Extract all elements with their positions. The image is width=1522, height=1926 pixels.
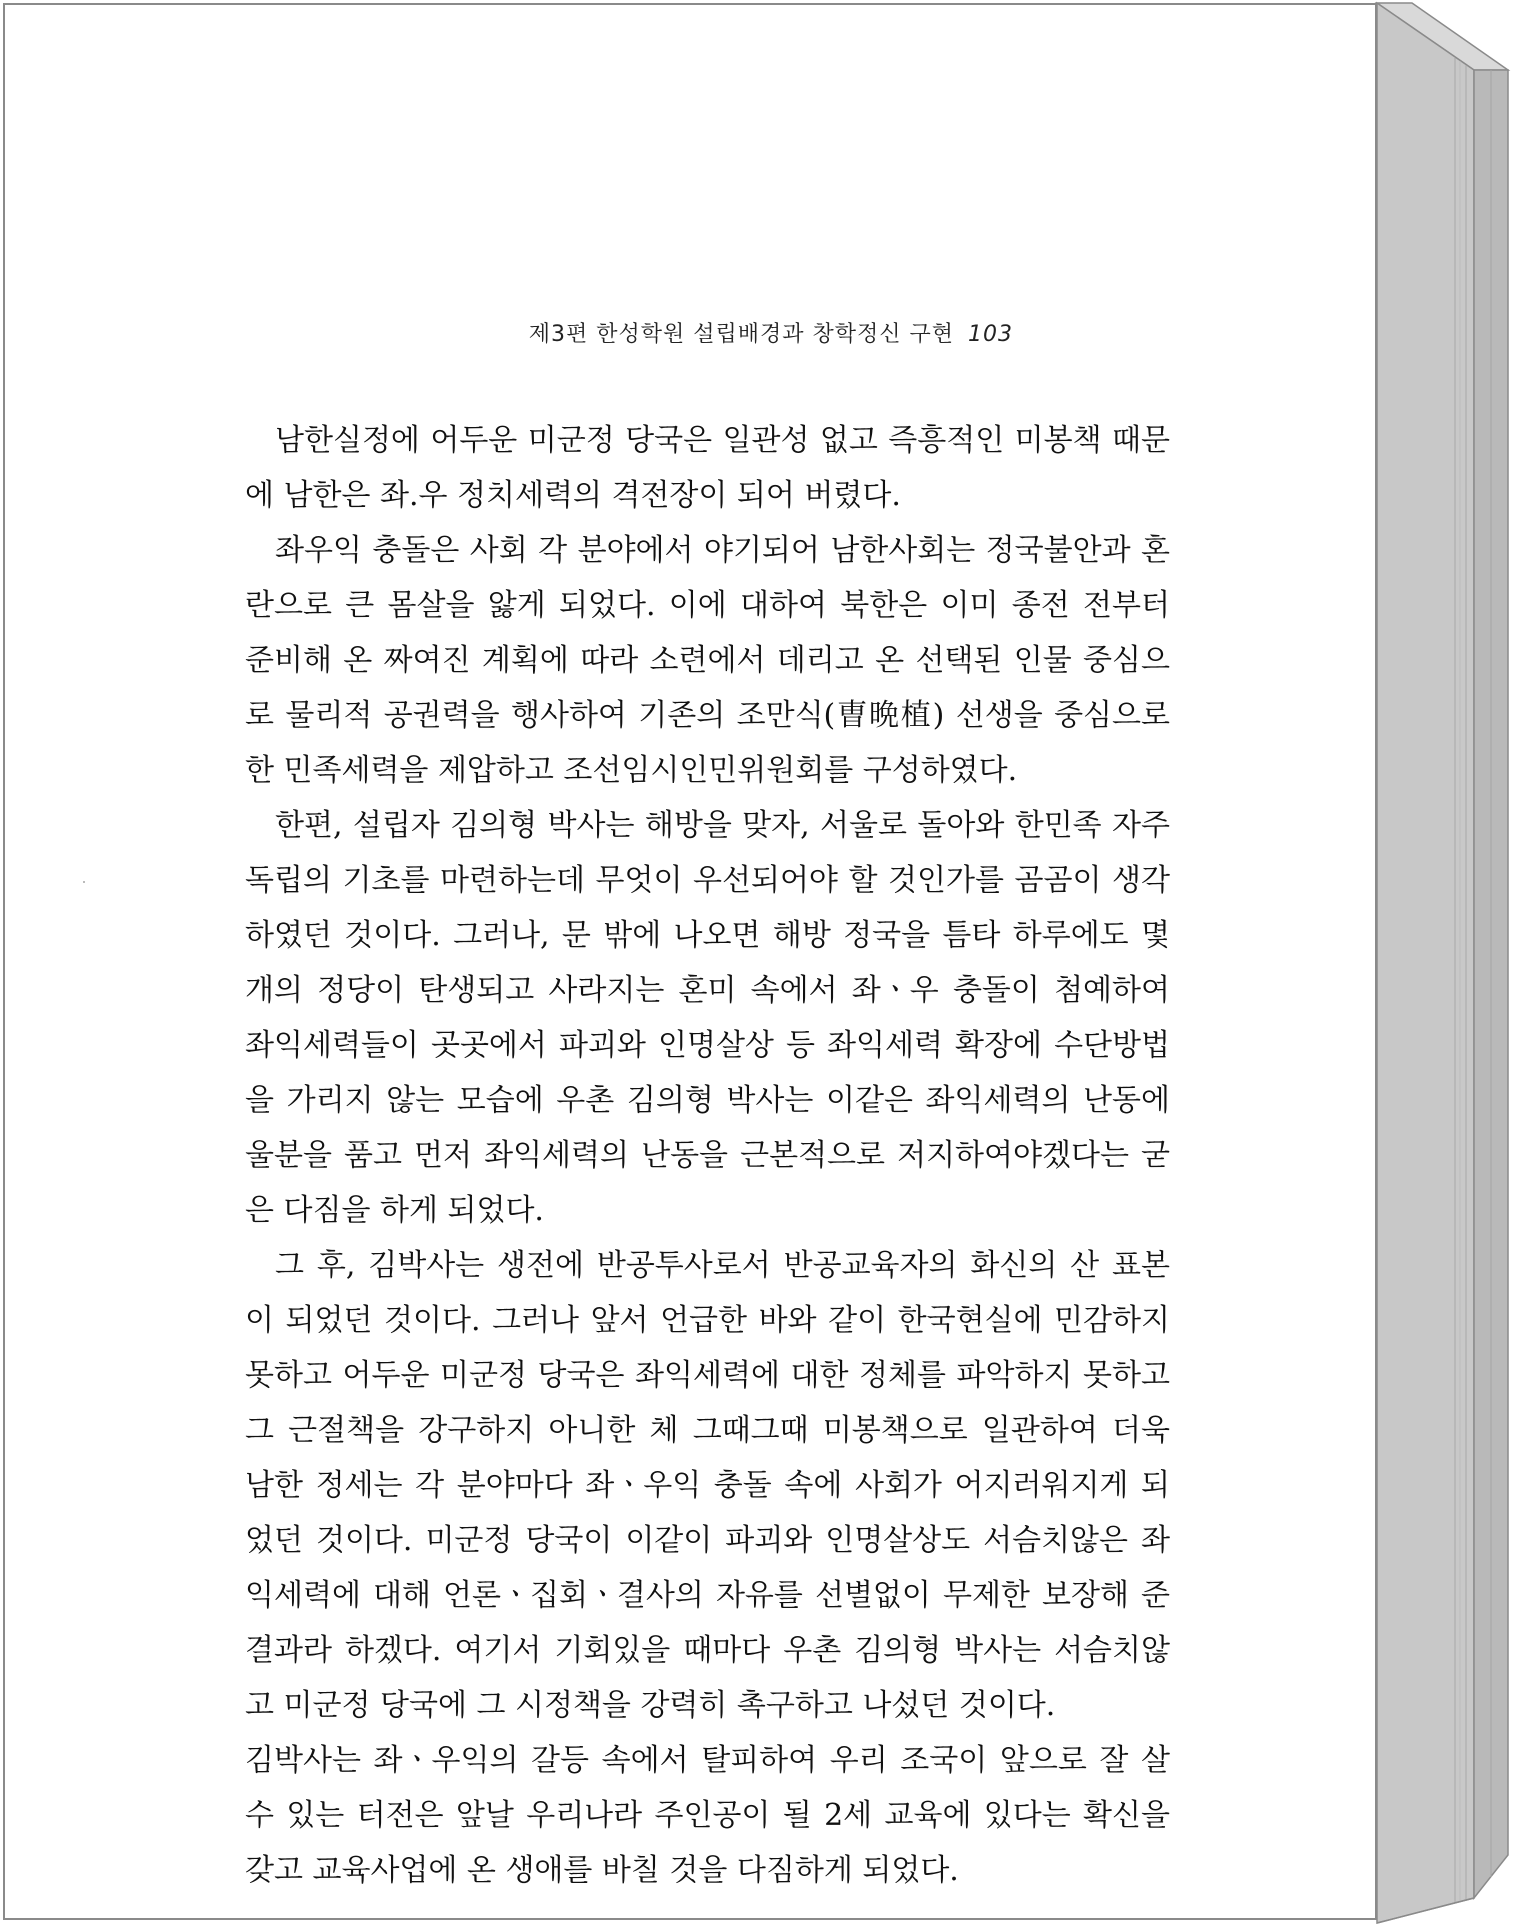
scan-speck [83, 881, 85, 883]
paragraph: 김박사는 좌ㆍ우익의 갈등 속에서 탈피하여 우리 조국이 앞으로 잘 살 수 있는 터전은 앞날 우리나라 주인공이 될 2세 교육에 있다는 확신을 갖고 교육사업에 온 생애를 바칠 것을 다짐하게 되었다. [245, 1743, 1170, 1888]
paragraph: 한편, 설립자 김의형 박사는 해방을 맞자, 서울로 돌아와 한민족 자주독립의 기초를 마련하는데 무엇이 우선되어야 할 것인가를 곰곰이 생각하였던 것이다. 그러나, 문 밖에 나오면 해방 정국을 틈타 하루에도 몇 개의 정당이 탄생되고 사라지는 혼미 속에서 좌ㆍ우 충돌이 첨예하여 좌익세력들이 곳곳에서 파괴와 인명살상 등 좌익세력 확장에 수단방법을 가리지 않는 모습에 우촌 김의형 박사는 이같은 좌익세력의 난동에 울분을 품고 먼저 좌익세력의 난동을 근본적으로 저지하여야겠다는 굳은 다짐을 하게 되었다. [245, 808, 1170, 1228]
paragraph: 좌우익 충돌은 사회 각 분야에서 야기되어 남한사회는 정국불안과 혼란으로 큰 몸살을 앓게 되었다. 이에 대하여 북한은 이미 종전 전부터 준비해 온 짜여진 계획에 따라 소련에서 데리고 온 선택된 인물 중심으로 물리적 공권력을 행사하여 기존의 조만식(曺晩植) 선생을 중심으로 한 민족세력을 제압하고 조선임시인민위원회를 구성하였다. [245, 533, 1170, 788]
running-header [529, 317, 1013, 348]
paragraph: 그 후, 김박사는 생전에 반공투사로서 반공교육자의 화신의 산 표본이 되었던 것이다. 그러나 앞서 언급한 바와 같이 한국현실에 민감하지 못하고 어두운 미군정 당국은 좌익세력에 대한 정체를 파악하지 못하고 그 근절책을 강구하지 아니한 체 그때그때 미봉책으로 일관하여 더욱 남한 정세는 각 분야마다 좌ㆍ우익 충돌 속에 사회가 어지러워지게 되었던 것이다. 미군정 당국이 이같이 파괴와 인명살상도 서슴치않은 좌익세력에 대해 언론ㆍ집회ㆍ결사의 자유를 선별없이 무제한 보장해 준 결과라 하겠다. 여기서 기회있을 때마다 우촌 김의형 박사는 서슴치않고 미군정 당국에 그 시정책을 강력히 촉구하고 나섰던 것이다. [245, 1248, 1170, 1723]
body-text [245, 413, 1170, 1898]
section-title: 제3편 한성학원 설립배경과 창학정신 구현 [528, 322, 954, 347]
paragraph: 남한실정에 어두운 미군정 당국은 일관성 없고 즉흥적인 미봉책 때문에 남한은 좌.우 정치세력의 격전장이 되어 버렸다. [245, 423, 1170, 513]
page-number: 103 [968, 322, 1013, 347]
book-page [3, 3, 1377, 1920]
